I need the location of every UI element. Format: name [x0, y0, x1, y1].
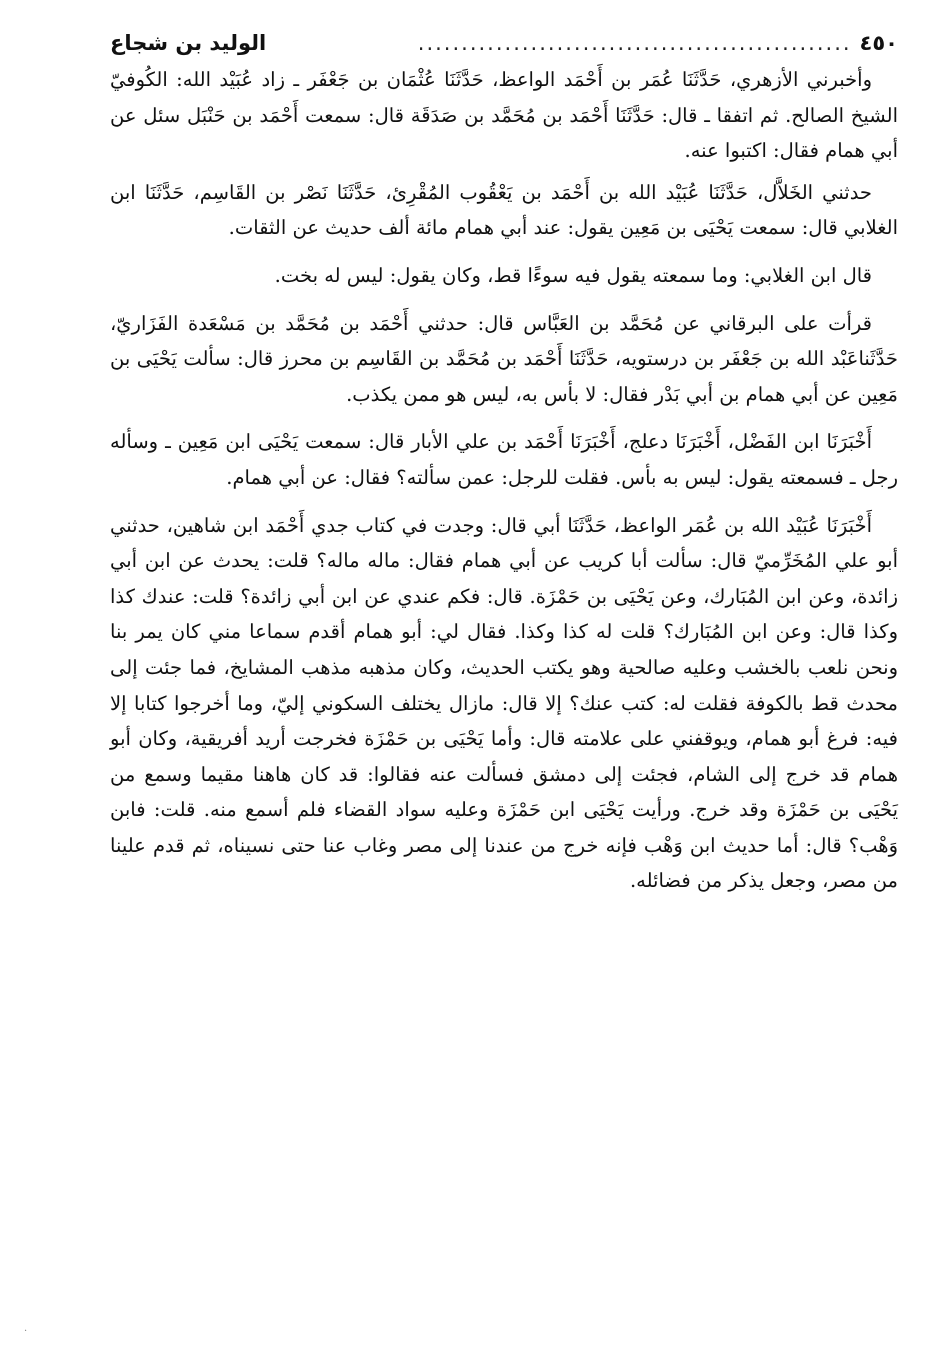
- body-text: [110, 62, 898, 899]
- paragraph-6: أَخْبَرَنَا عُبَيْد الله بن عُمَر الواعظ، حَدَّثَنَا أبي قال: وجدت في كتاب جدي أَحْمَد ابن شاهين، حدثني أبو علي المُخَرِّميّ قال: سألت أبا كريب عن أبي همام فقال: ماله ماله؟ قلت: يحدث عن ابن أبي زائدة، وعن ابن المُبَارك، وعن يَحْيَى بن حَمْزَة. قال: فكم عندي عن ابن أبي زائدة؟ قلت: عندك كذا وكذا قال: وعن ابن المُبَارك؟ قلت له كذا وكذا. فقال لي: أبو همام أقدم سماعا مني كان يمر بنا ونحن نلعب بالخشب وعليه صالحية وهو يكتب الحديث، وكان مذهبه مذهب المشايخ، فما جئت إلى محدث قط بالكوفة فقلت له: كتب عنك؟ إلا قال: مازال يختلف السكوني إليّ، وما أخرجوا كتابا إلا فيه: فرغ أبو همام، ويوقفني على علامته قال: وأما يَحْيَى بن حَمْزَة فخرجت أريد أفريقية، وكان أبو همام قد خرج إلى الشام، فجئت إلى دمشق فسألت عنه فقالوا: قد كان هاهنا مقيما وسمع من يَحْيَى بن حَمْزَة وقد خرج. ورأيت يَحْيَى ابن حَمْزَة وعليه سواد القضاء فلم أسمع منه. قلت: فابن وَهْب؟ قال: أما حديث ابن وَهْب فإنه خرج من عندنا إلى مصر وغاب عنا حتى نسيناه، ثم قدم علينا من مصر، وجعل يذكر من فضائله.: [110, 513, 898, 893]
- scan-corner-mark: ·: [24, 1326, 28, 1337]
- paragraph-3: قال ابن الغلابي: وما سمعته يقول فيه سوءًا قط، وكان يقول: ليس له بخت.: [274, 263, 872, 287]
- paragraph-2: حدثني الخَلاَّل، حَدَّثَنَا عُبَيْد الله بن أَحْمَد بن يَعْقُوب المُقْرِئ، حَدَّثَنَا نَصْر بن القَاسِم، حَدَّثَنَا ابن الغلابي قال: سمعت يَحْيَى بن مَعِين يقول: عند أبي همام مائة ألف حديث عن الثقات.: [110, 180, 898, 240]
- paragraph-4: قرأت على البرقاني عن مُحَمَّد بن العَبَّاس قال: حدثني أَحْمَد بن مُحَمَّد بن مَسْعَدة الفَزَاريّ، حَدَّثَناعَبْد الله بن جَعْفَر بن درستويه، حَدَّثَنَا أَحْمَد بن مُحَمَّد بن القَاسِم بن محرز قال: سألت يَحْيَى بن مَعِين عن أبي همام بن أبي بَدْر فقال: لا بأس به، ليس هو ممن يكذب.: [110, 311, 898, 406]
- header-title: الوليد بن شجاع: [110, 31, 267, 55]
- book-page: [110, 26, 898, 905]
- page-number: ٤٥٠: [859, 31, 898, 55]
- header-leader-dots: ..................................................: [417, 31, 852, 55]
- paragraph-1: وأخبرني الأزهري، حَدَّثَنَا عُمَر بن أَحْمَد الواعظ، حَدَّثَنَا عُثْمَان بن جَعْفَر ـ زاد عُبَيْد الله: الكُوفيّ الشيخ الصالح. ثم اتفقا ـ قال: حَدَّثَنَا أَحْمَد بن مُحَمَّد بن صَدَقَة قال: سمعت أَحْمَد بن حَنْبَل سئل عن أبي همام فقال: اكتبوا عنه.: [110, 68, 898, 163]
- running-header: [110, 26, 898, 62]
- paragraph-5: أَخْبَرَنَا ابن الفَضْل، أَخْبَرَنَا دعلج، أَخْبَرَنَا أَحْمَد بن علي الأبار قال: سمعت يَحْيَى ابن مَعِين ـ وسأله رجل ـ فسمعته يقول: ليس به بأس. فقلت للرجل: عمن سألته؟ فقال: عن أبي همام.: [110, 430, 898, 489]
